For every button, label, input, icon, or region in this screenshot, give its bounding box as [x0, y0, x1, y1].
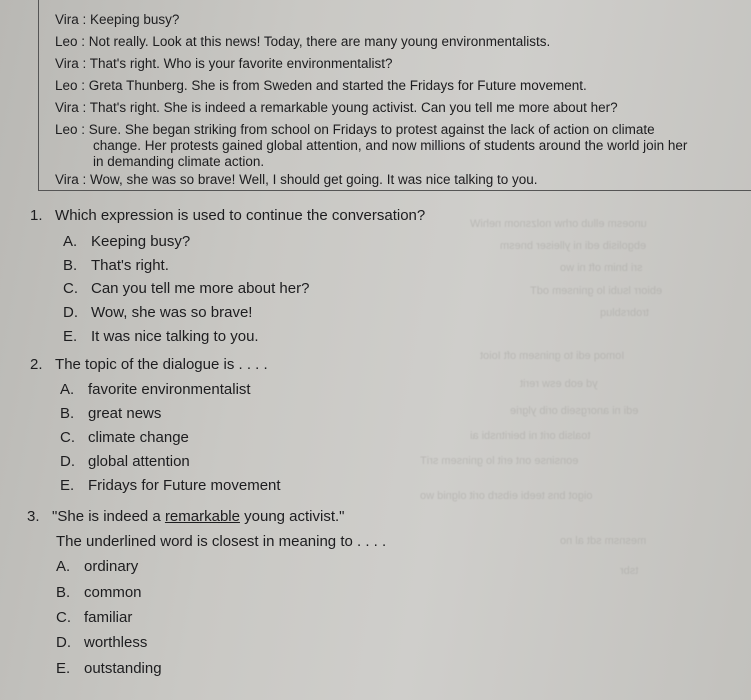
- dialogue-line-2: Leo : Not really. Look at this news! Today, there are many young environmentalists.: [55, 34, 551, 49]
- question-2-option-b[interactable]: B. great news: [60, 405, 162, 422]
- question-3-subtext: The underlined word is closest in meaning to . . . .: [56, 533, 387, 550]
- question-1-option-b[interactable]: B. That's right.: [63, 257, 169, 274]
- question-1: 1. Which expression is used to continue the conversation?: [30, 207, 426, 224]
- question-2-option-c[interactable]: C. climate change: [60, 429, 189, 446]
- question-1-option-d[interactable]: D. Wow, she was so brave!: [63, 304, 253, 321]
- dialogue-line-3: Vira : That's right. Who is your favorite environmentalist?: [55, 56, 393, 71]
- question-2-option-e[interactable]: E. Fridays for Future movement: [60, 477, 281, 494]
- dialogue-line-6-cont-1: change. Her protests gained global attention, and now millions of students around the world join her: [93, 138, 688, 153]
- dialogue-line-1: Vira : Keeping busy?: [55, 12, 180, 27]
- question-3-option-a[interactable]: A. ordinary: [56, 558, 139, 575]
- underlined-word: remarkable: [164, 508, 240, 525]
- dialogue-line-4: Leo : Greta Thunberg. She is from Sweden and started the Fridays for Future movement.: [55, 78, 587, 93]
- question-3-option-c[interactable]: C. familiar: [56, 609, 133, 626]
- question-3: 3. "She is indeed a remarkable young activist.": [27, 508, 345, 525]
- question-3-option-d[interactable]: D. worthless: [56, 634, 148, 651]
- dialogue-line-7: Vira : Wow, she was so brave! Well, I should get going. It was nice talking to you.: [55, 172, 538, 187]
- question-2-option-d[interactable]: D. global attention: [60, 453, 190, 470]
- question-1-option-a[interactable]: A. Keeping busy?: [63, 233, 191, 250]
- question-1-option-c[interactable]: C. Can you tell me more about her?: [63, 280, 310, 297]
- dialogue-line-5: Vira : That's right. She is indeed a remarkable young activist. Can you tell me more about her?: [55, 100, 618, 115]
- question-3-option-e[interactable]: E. outstanding: [56, 660, 162, 677]
- question-1-option-e[interactable]: E. It was nice talking to you.: [63, 328, 259, 345]
- question-3-option-b[interactable]: B. common: [56, 584, 142, 601]
- worksheet-page: unoesm ellub orhw nolzsnom nehiW ebgolisib edi ni ylleiser bnesm sri bnim oft ni wo ebiorr lsubi lo gninsem odT trobrsbluq Iomoq edi to gninsem oft Ioiot yd eob esw rerit edi ni anorgseib orib ylgrie toalsib orit ni beiritnsbi ai eonsinse ont erit lo gninsem sriT oigot bns teebi eibsrb orit olgnid wo mesnsm sdt al no tsbr Vira : Keeping busy? Leo : Not really. Look at this news! Today, there are many young environmentalists. Vira : That's right. Who is your favorite environmentalist? Leo : Greta Thunberg. She is from Sweden and started the Fridays for Future movement. Vira : That's right. She is indeed a remarkable young activist. Can you tell me more about her? Leo : Sure. She began striking from school on Fridays to protest against the lack of action on climate change. Her protests gained global attention, and now millions of students around the world join her in demanding climate action. Vira : Wow, she was so brave! Well, I should get going. It was nice talking to you. 1. Which expression is used to continue the conversation? A. Keeping busy? B. That's right. C. Can you tell me more about her? D. Wow, she was so brave! E. It was nice talking to you. 2. The topic of the dialogue is . . . . A. favorite environmentalist B. great news C. climate change D. global attention E. Fridays for Future movement 3. "She is indeed a remarkable young activist." The underlined word is closest in meaning to . . . . A. ordinary B. common C. familiar D. worthless E. outstanding: [0, 0, 751, 700]
- dialogue-line-6-cont-2: in demanding climate action.: [93, 154, 265, 169]
- dialogue-line-6: Leo : Sure. She began striking from school on Fridays to protest against the lack of action on climate: [55, 122, 655, 137]
- question-2-option-a[interactable]: A. favorite environmentalist: [60, 381, 251, 398]
- question-2: 2. The topic of the dialogue is . . . .: [30, 356, 268, 373]
